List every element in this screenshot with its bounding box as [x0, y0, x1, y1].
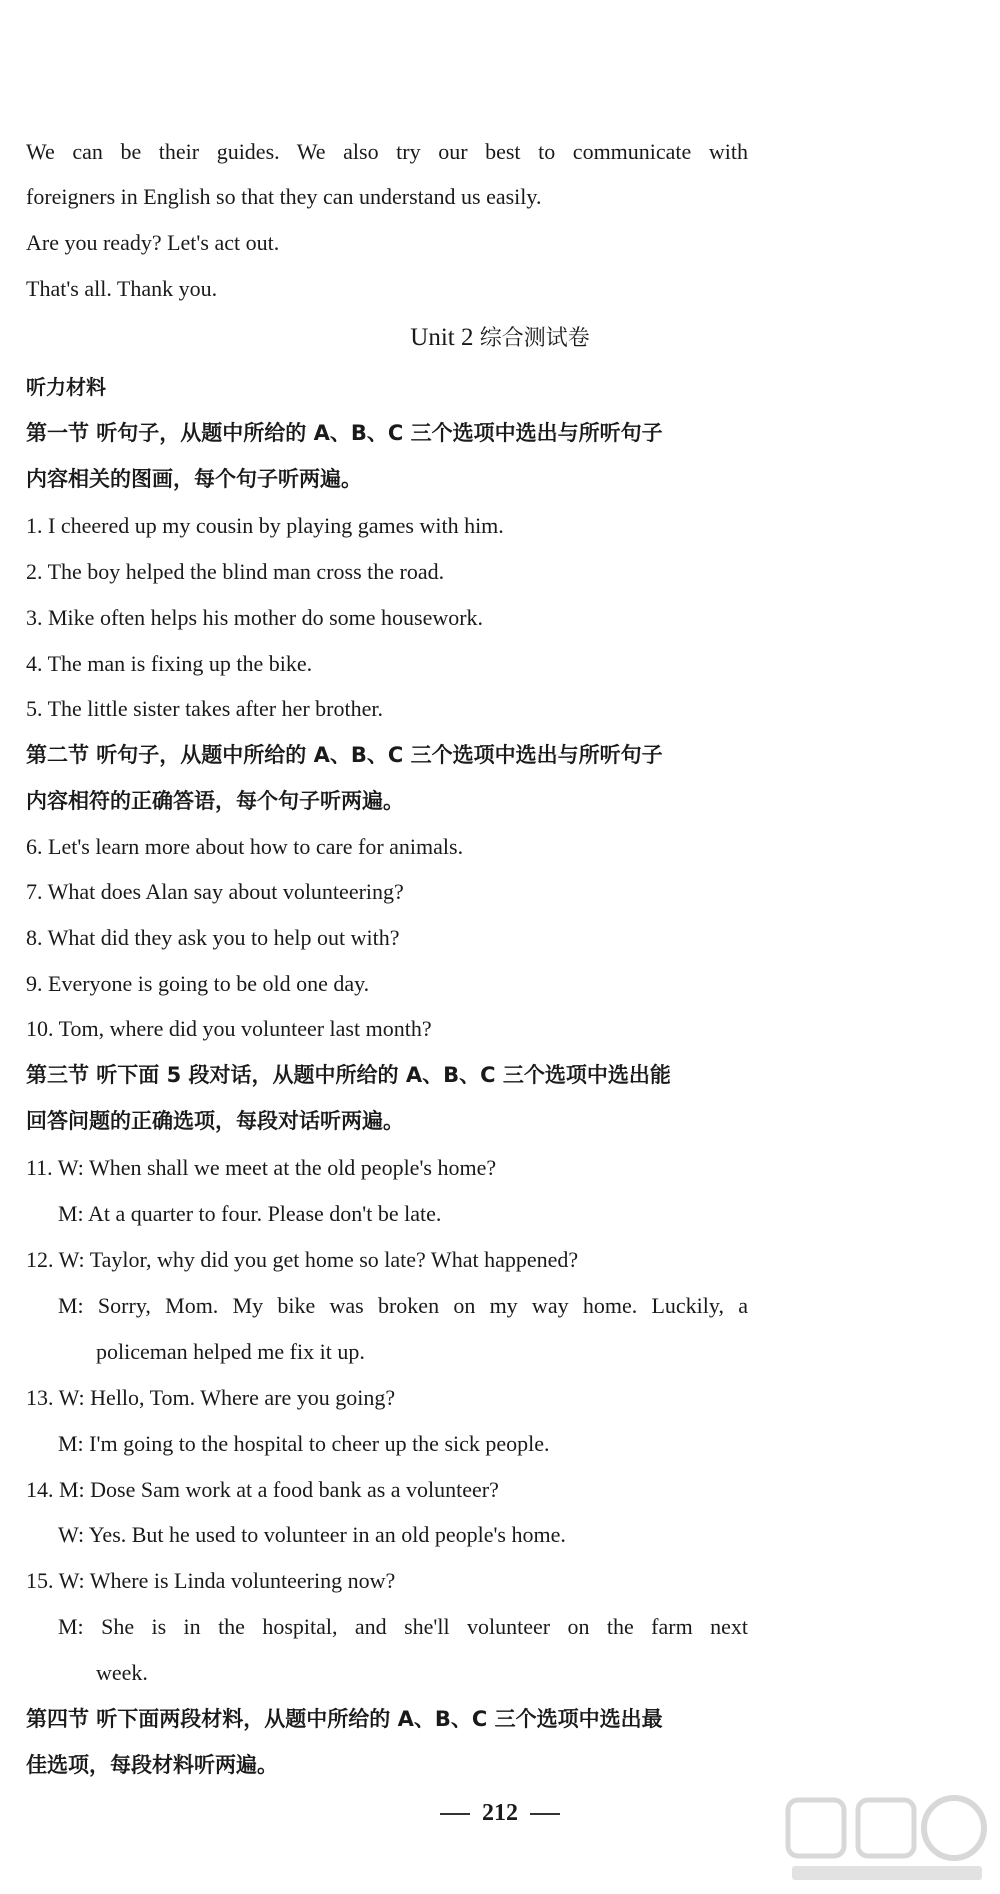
- dialog-line: policeman helped me fix it up.: [96, 1339, 365, 1364]
- page-number-text: 212: [482, 1800, 518, 1826]
- dash-right: [530, 1813, 560, 1815]
- list-item: 5. The little sister takes after her brother.: [26, 696, 383, 721]
- intro-line-3: Are you ready? Let's act out.: [26, 230, 280, 255]
- intro-line-1: We can be their guides. We also try our best to communicate with: [26, 139, 748, 164]
- dialog-line: M: At a quarter to four. Please don't be late.: [58, 1201, 442, 1226]
- section4-heading-line2: 佳选项，每段材料听两遍。: [26, 1753, 278, 1777]
- watermark-logo-icon: [782, 1792, 992, 1888]
- section2-heading-line1: 第二节 听句子，从题中所给的 A、B、C 三个选项中选出与所听句子: [26, 743, 663, 767]
- dialog-line: 12. W: Taylor, why did you get home so late? What happened?: [26, 1247, 579, 1272]
- title-cn: 综合测试卷: [479, 326, 590, 351]
- list-item: 4. The man is fixing up the bike.: [26, 651, 313, 676]
- list-item: 9. Everyone is going to be old one day.: [26, 971, 370, 996]
- section3-heading-line1: 第三节 听下面 5 段对话，从题中所给的 A、B、C 三个选项中选出能: [26, 1063, 671, 1087]
- intro-line-4: That's all. Thank you.: [26, 276, 218, 301]
- listening-label: 听力材料: [26, 375, 106, 399]
- section2-heading-line2: 内容相符的正确答语，每个句子听两遍。: [26, 789, 404, 813]
- list-item: 10. Tom, where did you volunteer last month?: [26, 1016, 432, 1041]
- page-title: [0, 322, 1000, 355]
- dialog-line: W: Yes. But he used to volunteer in an old people's home.: [58, 1522, 566, 1547]
- list-item: 8. What did they ask you to help out with?: [26, 925, 400, 950]
- dialog-line: M: I'm going to the hospital to cheer up the sick people.: [58, 1431, 550, 1456]
- intro-line-2: foreigners in English so that they can understand us easily.: [26, 184, 542, 209]
- list-item: 6. Let's learn more about how to care for animals.: [26, 834, 464, 859]
- dialog-line: 13. W: Hello, Tom. Where are you going?: [26, 1385, 396, 1410]
- list-item: 1. I cheered up my cousin by playing games with him.: [26, 513, 504, 538]
- dialog-line: M: Sorry, Mom. My bike was broken on my way home. Luckily, a: [58, 1293, 748, 1318]
- dialog-line: week.: [96, 1660, 148, 1685]
- title-unit: Unit 2: [410, 324, 480, 351]
- dialog-line: 15. W: Where is Linda volunteering now?: [26, 1568, 396, 1593]
- section1-heading-line2: 内容相关的图画，每个句子听两遍。: [26, 467, 362, 491]
- section1-heading-line1: 第一节 听句子，从题中所给的 A、B、C 三个选项中选出与所听句子: [26, 421, 663, 445]
- dialog-line: 14. M: Dose Sam work at a food bank as a volunteer?: [26, 1477, 499, 1502]
- section3-heading-line2: 回答问题的正确选项，每段对话听两遍。: [26, 1109, 404, 1133]
- list-item: 3. Mike often helps his mother do some housework.: [26, 605, 484, 630]
- list-item: 7. What does Alan say about volunteering?: [26, 879, 404, 904]
- section4-heading-line1: 第四节 听下面两段材料，从题中所给的 A、B、C 三个选项中选出最: [26, 1707, 663, 1731]
- dialog-line: 11. W: When shall we meet at the old people's home?: [26, 1155, 497, 1180]
- list-item: 2. The boy helped the blind man cross the road.: [26, 559, 445, 584]
- dialog-line: M: She is in the hospital, and she'll volunteer on the farm next: [58, 1614, 748, 1639]
- dash-left: [440, 1813, 470, 1815]
